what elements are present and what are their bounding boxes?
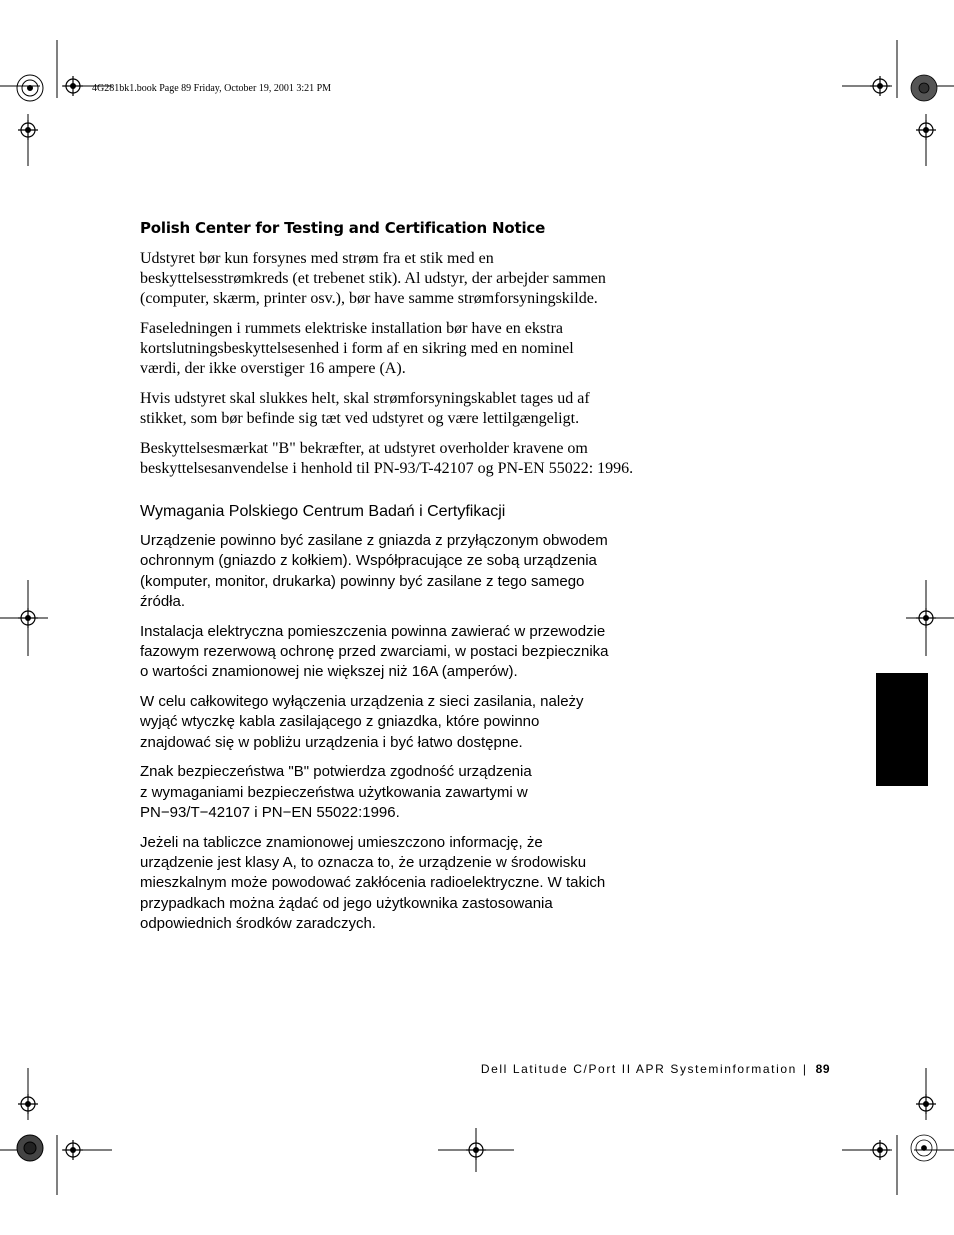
text-line: beskyttelsesanvendelse i henhold til PN-93/T-42107 og PN-EN 55022: 1996. <box>140 460 634 477</box>
footer-title: Dell Latitude C/Port II APR Systeminformation <box>480 1062 797 1076</box>
text-line: værdi, der ikke overstiger 16 ampere (A). <box>140 360 406 377</box>
text-line: W celu całkowitego wyłączenia urządzenia z sieci zasilania, należy <box>140 693 584 711</box>
text-line: kortslutningsbeskyttelsesenhed i form af en sikring med en nominel <box>140 340 574 357</box>
polish-paragraph-4 <box>140 762 640 823</box>
danish-paragraph-1 <box>140 249 640 309</box>
text-line: (computer, skærm, printer osv.), bør have samme strømforsyningskilde. <box>140 290 598 307</box>
text-line: mieszkalnym może powodować zakłócenia radioelektryczne. W takich <box>140 874 606 892</box>
text-line: stikket, som bør befinde sig tæt ved udstyret og være lettilgængeligt. <box>140 410 580 427</box>
text-line: źródła. <box>140 592 186 610</box>
text-line: Beskyttelsesmærkat "B" bekræfter, at udstyret overholder kravene om <box>140 440 588 457</box>
text-line: Faseledningen i rummets elektriske installation bør have en ekstra <box>140 320 563 337</box>
text-line: (komputer, monitor, drukarka) powinny być zasilane z tego samego <box>140 572 585 590</box>
text-line: Hvis udstyret skal slukkes helt, skal strømforsyningskablet tages ud af <box>140 390 590 407</box>
danish-paragraph-4 <box>140 439 640 479</box>
text-line: znajdować się w pobliżu urządzenia i być łatwo dostępne. <box>140 733 523 751</box>
danish-paragraph-2 <box>140 319 640 379</box>
text-line: urządzenie jest klasy A, to oznacza to, że urządzenie w środowisku <box>140 854 587 872</box>
text-line: Instalacja elektryczna pomieszczenia powinna zawierać w przewodzie <box>140 622 606 640</box>
polish-paragraph-2 <box>140 622 640 683</box>
section-heading: Polish Center for Testing and Certification Notice <box>140 219 546 237</box>
text-line: o wartości znamionowej nie większej niż 16A (amperów). <box>140 663 518 681</box>
text-line: Jeżeli na tabliczce znamionowej umieszczono informację, że <box>140 833 543 851</box>
polish-heading: Wymagania Polskiego Centrum Badań i Certyfikacji <box>140 503 506 520</box>
danish-paragraph-3 <box>140 389 640 429</box>
text-line: PN−93/T−42107 i PN−EN 55022:1996. <box>140 804 400 822</box>
page-footer <box>481 1062 830 1076</box>
footer-separator: | <box>802 1062 808 1076</box>
text-line: ochronnym (gniazdo z kołkiem). Współpracujące ze sobą urządzenia <box>140 552 597 570</box>
text-line: Znak bezpieczeństwa "B" potwierdza zgodność urządzenia <box>140 763 532 781</box>
text-line: wyjąć wtyczkę kabla zasilającego z gniazdka, które powinno <box>140 713 540 731</box>
polish-paragraph-1 <box>140 531 640 612</box>
main-content <box>140 219 640 944</box>
text-line: beskyttelsesstrømkreds (et trebenet stik). Al udstyr, der arbejder sammen <box>140 270 606 287</box>
text-line: odpowiednich środków zaradczych. <box>140 915 376 933</box>
polish-paragraph-3 <box>140 692 640 753</box>
page-number: 89 <box>815 1062 830 1076</box>
text-line: Udstyret bør kun forsynes med strøm fra et stik med en <box>140 250 494 267</box>
text-line: przypadkach można żądać od jego użytkownika zastosowania <box>140 894 553 912</box>
text-line: fazowym rezerwową ochronę przed zwarciami, w postaci bezpiecznika <box>140 642 609 660</box>
chapter-thumb-tab <box>876 673 928 786</box>
book-page-header-note: 4G281bk1.book Page 89 Friday, October 19, 2001 3:21 PM <box>92 83 332 94</box>
danish-notice <box>140 249 640 479</box>
polish-notice <box>140 531 640 934</box>
text-line: Urządzenie powinno być zasilane z gniazda z przyłączonym obwodem <box>140 532 608 549</box>
polish-paragraph-5 <box>140 833 640 934</box>
text-line: z wymaganiami bezpieczeństwa użytkowania zawartymi w <box>140 783 528 801</box>
